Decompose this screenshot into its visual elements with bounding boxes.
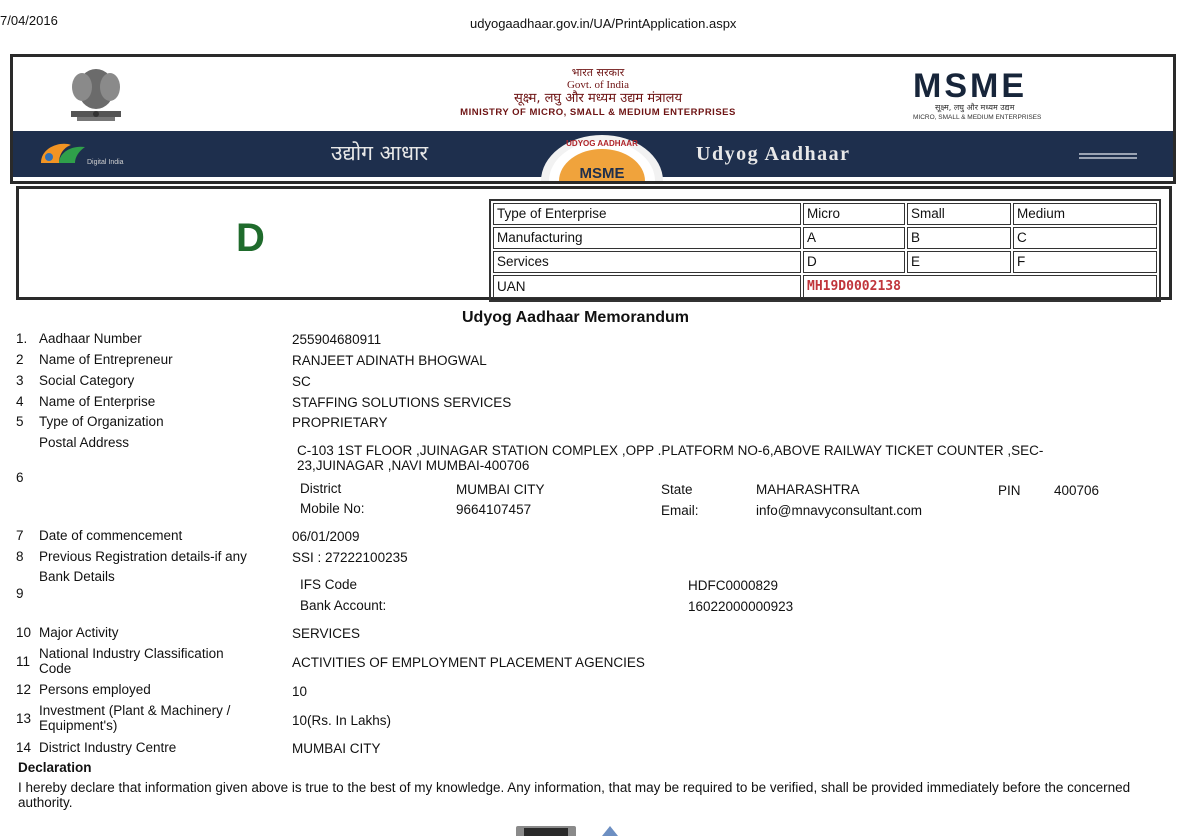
msme-logo-hindi: सूक्ष्म, लघु और मध्यम उद्यम	[935, 103, 1015, 112]
field-number: 8	[16, 549, 24, 564]
field-label-continued: Equipment's)	[39, 718, 118, 733]
table-header-cell: Type of Enterprise	[493, 203, 801, 225]
ifs-code-label: IFS Code	[300, 577, 358, 592]
table-header-cell: Medium	[1013, 203, 1157, 225]
declaration-text: I hereby declare that information given above is true to the best of my knowledge. Any information, that may be required to be verified, shall be provided immediately before the concerned authority.	[18, 780, 1131, 810]
print-button-icon[interactable]	[506, 824, 626, 836]
table-cell: F	[1013, 251, 1157, 273]
field-number: 1.	[16, 331, 28, 346]
table-cell: B	[907, 227, 1011, 249]
seal-msme-text: MSME	[579, 165, 625, 181]
declaration-title: Declaration	[18, 760, 92, 775]
major-activity-value: SERVICES	[292, 626, 361, 641]
field-number: 11	[16, 654, 31, 669]
print-date: 7/04/2016	[0, 13, 58, 28]
pin-label: PIN	[998, 483, 1021, 498]
field-number: 2	[16, 352, 24, 367]
field-label: Bank Details	[39, 569, 115, 584]
field-label-continued: Code	[39, 661, 72, 676]
table-row	[493, 227, 1157, 249]
district-label: District	[300, 481, 342, 496]
enterprise-type-table	[489, 199, 1161, 302]
hindi-ministry-text: सूक्ष्म, लघु और मध्यम उद्यम मंत्रालय	[514, 91, 682, 106]
udyog-aadhaar-seal-icon	[531, 131, 673, 181]
enterprise-category-letter: D	[236, 216, 265, 260]
seal-top-text: UDYOG AADHAAR	[566, 139, 638, 148]
district-industry-centre-value: MUMBAI CITY	[292, 741, 381, 756]
field-label: Type of Organization	[39, 414, 164, 429]
state-value: MAHARASHTRA	[756, 482, 860, 497]
hindi-udyog-aadhaar: उद्योग आधार	[331, 141, 429, 165]
field-number: 13	[16, 711, 32, 726]
ministry-english-text: MINISTRY OF MICRO, SMALL & MEDIUM ENTERPRISES	[460, 107, 736, 118]
postal-address-line2: 23,JUINAGAR ,NAVI MUMBAI-400706	[297, 458, 530, 473]
field-label: Major Activity	[39, 625, 119, 640]
digital-india-text: Digital India	[87, 159, 124, 166]
mobile-label: Mobile No:	[300, 501, 365, 516]
table-header-cell: Micro	[803, 203, 905, 225]
commencement-date-value: 06/01/2009	[292, 529, 360, 544]
table-cell: E	[907, 251, 1011, 273]
msme-logo-word: MSME	[913, 67, 1027, 105]
field-label: National Industry Classification	[39, 646, 224, 661]
entrepreneur-name-value: RANJEET ADINATH BHOGWAL	[292, 353, 487, 368]
uan-value-cell	[803, 275, 1157, 298]
ifs-code-value: HDFC0000829	[688, 578, 779, 593]
enterprise-name-value: STAFFING SOLUTIONS SERVICES	[292, 395, 512, 410]
band-right-decoration-icon	[1079, 153, 1137, 159]
field-label: Persons employed	[39, 682, 151, 697]
banner-frame	[10, 54, 1176, 184]
msme-logo	[913, 69, 1123, 125]
aadhaar-number-value: 255904680911	[292, 332, 382, 347]
uan-label: UAN	[493, 275, 801, 298]
table-cell: A	[803, 227, 905, 249]
field-number: 9	[16, 586, 24, 601]
print-url: udyogaadhaar.gov.in/UA/PrintApplication.aspx	[470, 16, 737, 31]
table-cell: Manufacturing	[493, 227, 801, 249]
field-number: 6	[16, 470, 24, 485]
msme-logo-english: MICRO, SMALL & MEDIUM ENTERPRISES	[913, 114, 1042, 121]
field-label: Name of Enterprise	[39, 394, 156, 409]
field-label: Aadhaar Number	[39, 331, 142, 346]
field-label: Investment (Plant & Machinery /	[39, 703, 231, 718]
field-label: Name of Entrepreneur	[39, 352, 173, 367]
social-category-value: SC	[292, 374, 311, 389]
field-number: 3	[16, 373, 24, 388]
field-number: 4	[16, 394, 24, 409]
print-header	[0, 0, 1196, 40]
table-cell: Services	[493, 251, 801, 273]
previous-registration-value: SSI : 27222100235	[292, 550, 408, 565]
field-number: 7	[16, 528, 24, 543]
field-number: 14	[16, 740, 32, 755]
field-number: 5	[16, 414, 24, 429]
email-value: info@mnavyconsultant.com	[756, 503, 923, 518]
field-label: Previous Registration details-if any	[39, 549, 247, 564]
memorandum-title: Udyog Aadhaar Memorandum	[462, 309, 689, 326]
table-row	[493, 275, 1157, 298]
postal-address-line1: C-103 1ST FLOOR ,JUINAGAR STATION COMPLEX ,OPP .PLATFORM NO-6,ABOVE RAILWAY TICKET COUNTER ,SEC-	[297, 443, 1044, 458]
field-number: 12	[16, 682, 32, 697]
udyog-aadhaar-band	[13, 131, 1173, 181]
govt-of-india-text: Govt. of India	[566, 79, 629, 91]
investment-value: 10(Rs. In Lakhs)	[292, 713, 392, 728]
state-label: State	[661, 482, 693, 497]
bank-account-label: Bank Account:	[300, 598, 387, 613]
persons-employed-value: 10	[292, 684, 308, 699]
table-row	[493, 203, 1157, 225]
table-row	[493, 251, 1157, 273]
ministry-title-block	[383, 67, 813, 119]
email-label: Email:	[661, 503, 699, 518]
field-label: Social Category	[39, 373, 135, 388]
pin-value: 400706	[1054, 483, 1100, 498]
table-cell: D	[803, 251, 905, 273]
field-label: Date of commencement	[39, 528, 183, 543]
table-cell: C	[1013, 227, 1157, 249]
national-emblem-icon	[61, 67, 131, 125]
mobile-value: 9664107457	[456, 502, 532, 517]
nic-code-value: ACTIVITIES OF EMPLOYMENT PLACEMENT AGENCIES	[292, 655, 645, 670]
uan-value: MH19D0002138	[807, 279, 901, 294]
field-number: 10	[16, 625, 32, 640]
organization-type-value: PROPRIETARY	[292, 415, 388, 430]
ministry-band	[13, 57, 1173, 131]
english-udyog-aadhaar: Udyog Aadhaar	[696, 143, 851, 165]
field-label: Postal Address	[39, 435, 130, 450]
digital-india-logo-icon	[35, 137, 155, 171]
district-value: MUMBAI CITY	[456, 482, 545, 497]
bank-account-value: 16022000000923	[688, 599, 794, 614]
hindi-govt-text: भारत सरकार	[571, 66, 625, 79]
table-header-cell: Small	[907, 203, 1011, 225]
field-label: District Industry Centre	[39, 740, 177, 755]
